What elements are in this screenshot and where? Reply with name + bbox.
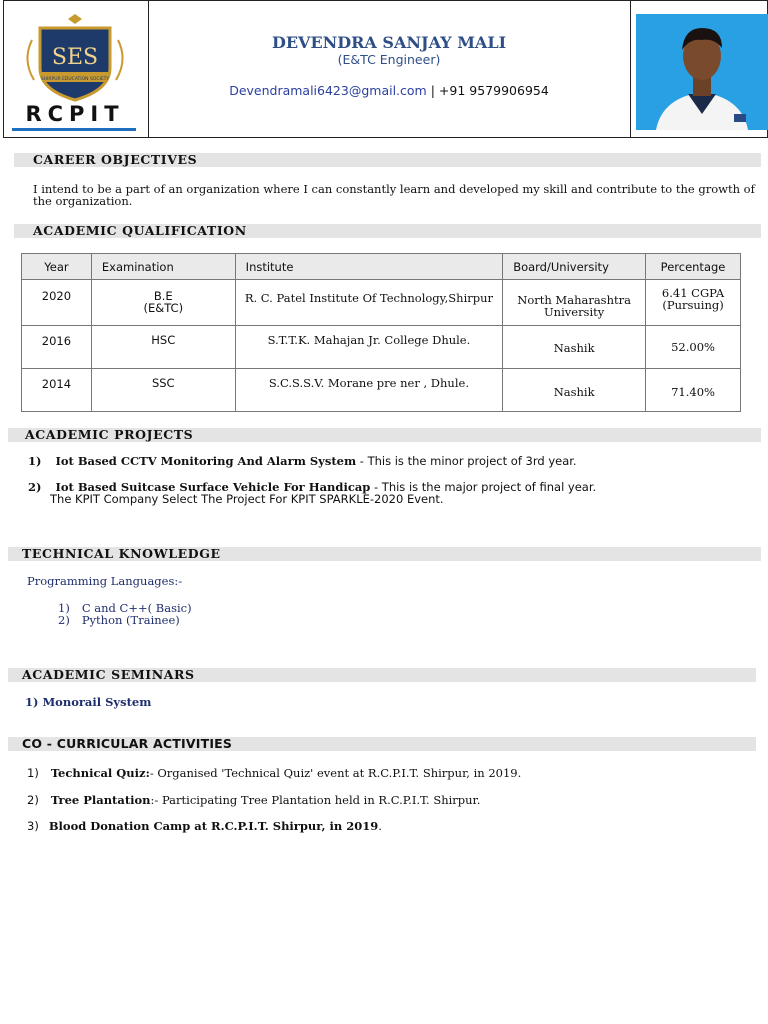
project-extra-note: The KPIT Company Select The Project For KPIT SPARKLE-2020 Event. <box>50 492 444 506</box>
activity-number: 1) <box>27 766 39 780</box>
section-header-seminars: ACADEMIC SEMINARS <box>8 668 756 682</box>
table-row <box>22 326 741 369</box>
list-text: C and C++( Basic) <box>81 601 192 615</box>
year-cell: 2014 <box>22 369 92 412</box>
exam-cell: HSC <box>91 326 235 369</box>
ses-shield-icon <box>12 10 138 102</box>
career-text-line: I intend to be a part of an organization where I can constantly learn and developed my skill and contribute to the growth of <box>33 182 755 196</box>
profile-photo <box>636 14 768 130</box>
college-name: RCPIT <box>25 102 125 126</box>
phone-number: +91 9579906954 <box>438 83 549 98</box>
list-text: Python (Trainee) <box>81 613 180 627</box>
activity-label: Tree Plantation <box>50 793 151 807</box>
technical-list-item <box>58 614 180 627</box>
technical-subtitle: Programming Languages:- <box>27 574 183 588</box>
column-header: Examination <box>91 254 235 280</box>
institute-cell: S.C.S.S.V. Morane pre ner , Dhule. <box>235 369 503 412</box>
career-text-line: the organization. <box>33 194 133 208</box>
svg-text:SHIRPUR EDUCATION SOCIETY: SHIRPUR EDUCATION SOCIETY <box>40 77 110 82</box>
person-photo-icon <box>636 14 768 130</box>
qualification-table <box>21 253 741 412</box>
header-divider <box>148 0 149 138</box>
year-cell: 2020 <box>22 280 92 326</box>
contact-line <box>150 83 628 98</box>
section-header-activities: CO - CURRICULAR ACTIVITIES <box>8 737 756 751</box>
activity-label: Technical Quiz: <box>50 766 150 780</box>
svg-text:SES: SES <box>51 45 99 70</box>
project-name: Iot Based CCTV Monitoring And Alarm System <box>55 454 357 468</box>
board-text: University <box>543 305 605 319</box>
candidate-name: DEVENDRA SANJAY MALI <box>271 33 507 52</box>
college-underline <box>12 128 136 131</box>
board-cell: Nashik <box>503 326 646 369</box>
activity-number: 2) <box>27 793 39 807</box>
activity-item <box>27 767 521 780</box>
exam-cell <box>91 280 235 326</box>
institute-cell: S.T.T.K. Mahajan Jr. College Dhule. <box>235 326 503 369</box>
board-cell: Nashik <box>503 369 646 412</box>
column-header: Institute <box>235 254 503 280</box>
project-number: 2) <box>28 480 42 494</box>
year-cell: 2016 <box>22 326 92 369</box>
percentage-cell: 71.40% <box>646 369 741 412</box>
project-number: 1) <box>28 454 42 468</box>
table-header-row <box>22 254 741 280</box>
header-divider <box>630 0 631 138</box>
column-header: Percentage <box>646 254 741 280</box>
activity-number: 3) <box>27 819 39 833</box>
project-item <box>28 455 577 468</box>
activity-text: :- Participating Tree Plantation held in R.C.P.I.T. Shirpur. <box>150 793 481 807</box>
activity-item <box>27 820 382 833</box>
section-header-technical: TECHNICAL KNOWLEDGE <box>8 547 761 561</box>
percentage-text: 6.41 CGPA <box>661 286 725 300</box>
table-row <box>22 280 741 326</box>
column-header: Year <box>22 254 92 280</box>
percentage-cell <box>646 280 741 326</box>
activity-text: . <box>378 819 382 833</box>
list-number: 2) <box>58 613 70 627</box>
board-text: North Maharashtra <box>517 293 631 307</box>
column-header: Board/University <box>503 254 646 280</box>
exam-text: (E&TC) <box>143 301 184 315</box>
email-link[interactable]: Devendramali6423@gmail.com <box>229 83 427 98</box>
percentage-text: (Pursuing) <box>662 298 724 312</box>
table-row <box>22 369 741 412</box>
activity-label: Blood Donation Camp at R.C.P.I.T. Shirpur, in 2019 <box>48 819 379 833</box>
exam-cell: SSC <box>91 369 235 412</box>
project-name: Iot Based Suitcase Surface Vehicle For Handicap <box>55 480 371 494</box>
contact-separator: | <box>430 83 435 98</box>
project-description: - This is the major project of final year. <box>370 480 597 494</box>
board-cell <box>503 280 646 326</box>
exam-text: B.E <box>153 289 173 303</box>
candidate-role: (E&TC Engineer) <box>337 52 441 67</box>
institute-cell: R. C. Patel Institute Of Technology,Shirpur <box>235 280 503 326</box>
seminar-item: 1) Monorail System <box>25 695 152 709</box>
section-header-projects: ACADEMIC PROJECTS <box>8 428 761 442</box>
list-number: 1) <box>58 601 70 615</box>
college-logo <box>12 10 138 132</box>
activity-item <box>27 794 480 807</box>
activity-text: - Organised 'Technical Quiz' event at R.C.P.I.T. Shirpur, in 2019. <box>149 766 522 780</box>
section-header-academic: ACADEMIC QUALIFICATION <box>14 224 761 238</box>
section-header-career: CAREER OBJECTIVES <box>14 153 761 167</box>
project-description: - This is the minor project of 3rd year. <box>356 454 577 468</box>
percentage-cell: 52.00% <box>646 326 741 369</box>
